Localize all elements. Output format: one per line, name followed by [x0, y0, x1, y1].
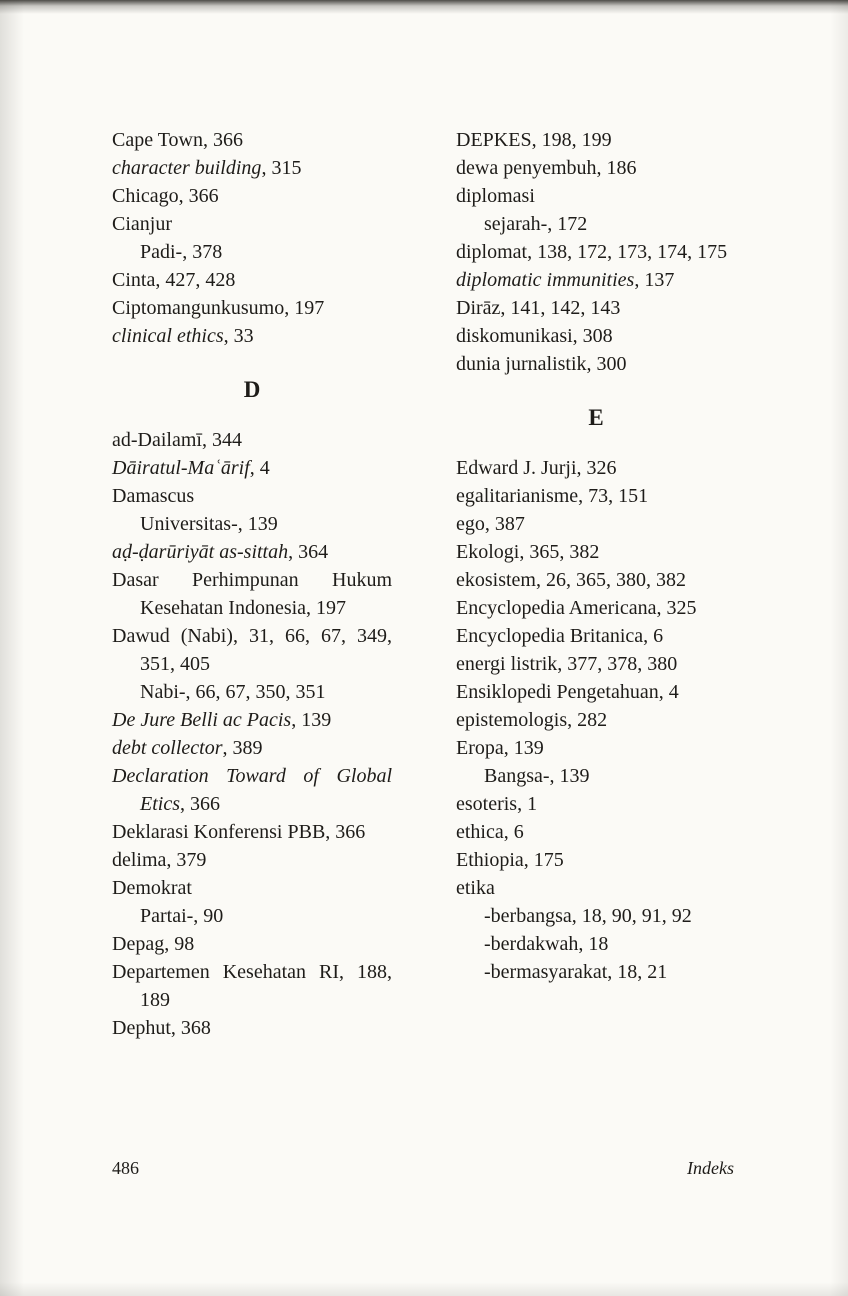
entry-text: , 139: [291, 709, 332, 731]
entry-text: , 364: [288, 541, 329, 563]
page-number: 486: [112, 1158, 139, 1178]
index-entry: [456, 566, 736, 594]
entry-text: dunia jurnalistik, 300: [456, 353, 627, 375]
entry-term-italic: aḍ-ḍarūriyāt as-sittah: [112, 541, 289, 563]
index-subentry: [112, 678, 392, 706]
entry-text: Nabi-, 66, 67, 350, 351: [140, 681, 326, 703]
index-entry: [456, 874, 736, 902]
index-column-left: [112, 126, 392, 1042]
entry-term-italic: Declaration Toward of Global Etics: [112, 765, 392, 815]
index-entry: [456, 322, 736, 350]
index-entry: [112, 154, 392, 182]
entry-text: Damascus: [112, 485, 195, 507]
page-footer: [112, 1156, 734, 1180]
entry-text: Eropa, 139: [456, 737, 544, 759]
entry-text: ego, 387: [456, 513, 525, 535]
entry-text: delima, 379: [112, 849, 207, 871]
index-entry: [112, 210, 392, 238]
index-entry: [456, 510, 736, 538]
entry-text: Cinta, 427, 428: [112, 269, 236, 291]
index-entry: [112, 426, 392, 454]
entry-text: diplomat, 138, 172, 173, 174, 175: [456, 241, 728, 263]
index-subentry: [456, 958, 736, 986]
entry-text: dewa penyembuh, 186: [456, 157, 637, 179]
entry-text: Dephut, 368: [112, 1017, 211, 1039]
entry-text: ekosistem, 26, 365, 380, 382: [456, 569, 686, 591]
index-entry: [456, 238, 736, 266]
index-entry: [112, 322, 392, 350]
entry-text: Padi-, 378: [140, 241, 223, 263]
entry-text: , 137: [634, 269, 675, 291]
index-entry: [456, 594, 736, 622]
entry-text: Departemen Kesehatan RI, 188, 189: [112, 961, 392, 1011]
entry-text: Ethiopia, 175: [456, 849, 564, 871]
index-entry: [112, 454, 392, 482]
entry-text: , 389: [222, 737, 263, 759]
index-subentry: [456, 762, 736, 790]
index-entry: [112, 538, 392, 566]
entry-text: diskomunikasi, 308: [456, 325, 613, 347]
index-entry: [112, 958, 392, 1014]
index-entry: [456, 350, 736, 378]
entry-text: , 33: [223, 325, 254, 347]
index-subentry: [112, 238, 392, 266]
entry-term-italic: Dāiratul-Maʿārif: [112, 457, 250, 479]
entry-text: Dasar Perhimpunan Hukum Kesehatan Indonesia, 197: [112, 569, 392, 619]
entry-text: sejarah-, 172: [484, 213, 588, 235]
entry-text: Dirāz, 141, 142, 143: [456, 297, 621, 319]
entry-text: etika: [456, 877, 495, 899]
entry-text: Ensiklopedi Pengetahuan, 4: [456, 681, 679, 703]
entry-text: , 366: [180, 793, 220, 815]
index-entry: [456, 706, 736, 734]
entry-text: energi listrik, 377, 378, 380: [456, 653, 678, 675]
entry-text: Chicago, 366: [112, 185, 219, 207]
index-entry: [456, 482, 736, 510]
index-entry: [456, 294, 736, 322]
index-entry: [112, 818, 392, 846]
entry-text: Partai-, 90: [140, 905, 224, 927]
index-entry: [456, 650, 736, 678]
index-entry: [456, 790, 736, 818]
index-entry: [112, 762, 392, 818]
index-entry: [112, 706, 392, 734]
index-entry: [456, 818, 736, 846]
index-entry: [456, 154, 736, 182]
index-entry: [112, 1014, 392, 1042]
footer-section-title: Indeks: [687, 1158, 734, 1178]
index-entry: [112, 266, 392, 294]
index-entry: [112, 734, 392, 762]
entry-text: Ciptomangunkusumo, 197: [112, 297, 325, 319]
index-entry: [456, 538, 736, 566]
index-entry: [112, 294, 392, 322]
index-entry: [112, 874, 392, 902]
entry-term-italic: De Jure Belli ac Pacis: [112, 709, 292, 731]
entry-text: , 4: [249, 457, 270, 479]
index-subentry: [112, 902, 392, 930]
entry-text: Encyclopedia Britanica, 6: [456, 625, 664, 647]
index-entry: [456, 846, 736, 874]
entry-text: -berbangsa, 18, 90, 91, 92: [484, 905, 692, 927]
index-entry: [456, 454, 736, 482]
entry-text: Cianjur: [112, 213, 172, 235]
entry-term-italic: debt collector: [112, 737, 223, 759]
index-column-right: [456, 126, 736, 1042]
entry-text: DEPKES, 198, 199: [456, 129, 612, 151]
index-entry: [456, 622, 736, 650]
entry-text: Bangsa-, 139: [484, 765, 590, 787]
entry-text: Edward J. Jurji, 326: [456, 457, 617, 479]
index-entry: [456, 126, 736, 154]
index-entry: [456, 678, 736, 706]
section-letter: D: [243, 377, 261, 402]
index-subentry: [112, 510, 392, 538]
entry-text: ethica, 6: [456, 821, 524, 843]
index-entry: [112, 622, 392, 678]
index-subentry: [456, 210, 736, 238]
index-entry: [112, 846, 392, 874]
entry-term-italic: diplomatic immunities: [456, 269, 635, 291]
entry-term-italic: clinical ethics: [112, 325, 224, 347]
index-subentry: [456, 930, 736, 958]
index-subentry: [456, 902, 736, 930]
entry-text: Depag, 98: [112, 933, 195, 955]
entry-text: ad-Dailamī, 344: [112, 429, 242, 451]
entry-term-italic: character building: [112, 157, 262, 179]
entry-text: epistemologis, 282: [456, 709, 608, 731]
entry-text: Dawud (Nabi), 31, 66, 67, 349, 351, 405: [112, 625, 392, 675]
entry-text: -berdakwah, 18: [484, 933, 609, 955]
entry-text: Cape Town, 366: [112, 129, 243, 151]
entry-text: diplomasi: [456, 185, 535, 207]
section-letter: E: [588, 405, 604, 430]
entry-text: egalitarianisme, 73, 151: [456, 485, 649, 507]
entry-text: esoteris, 1: [456, 793, 538, 815]
index-entry: [112, 126, 392, 154]
entry-text: Ekologi, 365, 382: [456, 541, 600, 563]
index-entry: [456, 266, 736, 294]
entry-text: Deklarasi Konferensi PBB, 366: [112, 821, 366, 843]
entry-text: , 315: [261, 157, 302, 179]
index-entry: [456, 182, 736, 210]
entry-text: -bermasyarakat, 18, 21: [484, 961, 668, 983]
index-entry: [112, 566, 392, 622]
index-entry: [112, 930, 392, 958]
entry-text: Demokrat: [112, 877, 192, 899]
index-entry: [112, 182, 392, 210]
index-entry: [112, 482, 392, 510]
entry-text: Encyclopedia Americana, 325: [456, 597, 697, 619]
index-entry: [456, 734, 736, 762]
entry-text: Universitas-, 139: [140, 513, 278, 535]
